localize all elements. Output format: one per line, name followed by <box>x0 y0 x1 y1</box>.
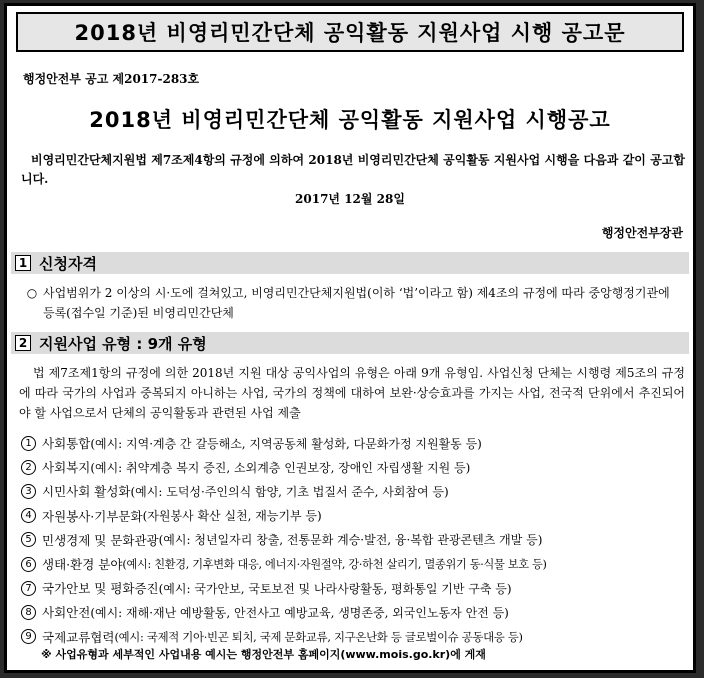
list-item <box>21 479 687 503</box>
circled-number: 3 <box>21 484 36 499</box>
type-description: (예시: 도덕성·주인의식 함양, 기초 법질서 준수, 사회참여 등) <box>130 484 449 499</box>
circled-number: 6 <box>21 557 36 572</box>
section-1-title: 신청자격 <box>39 254 97 273</box>
type-name: 사회안전 <box>42 605 91 621</box>
intro-paragraph: 비영리민간단체지원법 제7조제4항의 규정에 의하여 2018년 비영리민간단체 공익활동 지원사업 시행을 다음과 같이 공고합니다. <box>21 153 685 186</box>
notice-number: 행정안전부 공고 제2017-283호 <box>23 72 200 86</box>
type-name: 국가안보 및 평화증진 <box>42 581 159 597</box>
section-1-header <box>11 252 689 274</box>
list-item <box>21 576 687 600</box>
type-name: 시민사회 활성화 <box>42 484 131 500</box>
section-1-number: 1 <box>15 255 31 271</box>
document-title: 2018년 비영리민간단체 공익활동 지원사업 시행 공고문 <box>16 12 684 52</box>
notice-document <box>4 3 696 673</box>
list-item <box>21 431 687 455</box>
type-description: (예시: 국제적 기아·빈곤 퇴치, 국제 문화교류, 지구온난화 등 글로벌이슈 공동대응 등) <box>114 629 523 644</box>
type-description: (자원봉사 확산 실천, 재능기부 등) <box>142 509 322 524</box>
section-2-title: 지원사업 유형 : 9개 유형 <box>39 334 207 353</box>
notice-heading: 2018년 비영리민간단체 공익활동 지원사업 시행공고 <box>89 108 611 132</box>
list-item <box>21 504 687 528</box>
type-name: 생태·환경 분야 <box>42 557 123 573</box>
type-description: (예시: 청년일자리 창출, 전통문화 계승·발전, 융·복합 관광콘텐츠 개발 등) <box>158 533 543 548</box>
circled-number: 4 <box>21 508 36 523</box>
circled-number: 5 <box>21 532 36 547</box>
type-name: 사회복지 <box>42 460 91 476</box>
section-2-body: 법 제7조제1항의 규정에 의한 2018년 지원 대상 공익사업의 유형은 아래 9개 유형임. 사업신청 단체는 시행령 제5조의 규정에 따라 국가의 사업과 중복되지 아니하는 사업, 국가의 정책에 대하여 보완·상승효과를 가지는 사업, 전국적 단위에서 추진되어야 할 사업으로서 단체의 공익활동과 관련된 사업 제출 <box>19 366 685 420</box>
type-name: 자원봉사·기부문화 <box>42 508 143 524</box>
list-item <box>21 455 687 479</box>
circled-number: 9 <box>21 629 36 644</box>
signer: 행정안전부장관 <box>601 226 683 240</box>
type-description: (예시: 지역·계층 간 갈등해소, 지역공동체 활성화, 다문화가정 지원활동 등) <box>90 436 482 451</box>
circled-number: 1 <box>21 436 36 451</box>
program-type-list <box>21 431 687 649</box>
eligibility-text: 사업범위가 2 이상의 시·도에 걸쳐있고, 비영리민간단체지원법(이하 ‘법’이라고 함) 제4조의 규정에 따라 중앙행정기관에 등록(접수일 기준)된 비영리민간단체 <box>43 286 670 320</box>
type-description: (예시: 재해·재난 예방활동, 안전사고 예방교육, 생명존중, 외국인노동자 안전 등) <box>90 605 509 620</box>
section-1-body <box>21 283 685 323</box>
circled-number: 7 <box>21 581 36 596</box>
type-description: (예시: 국가안보, 국토보전 및 나라사랑활동, 평화통일 기반 구축 등) <box>158 581 512 596</box>
type-name: 민생경제 및 문화관광 <box>42 532 159 548</box>
type-description: (예시: 친환경, 기후변화 대응, 에너지·자원절약, 강·하천 살리기, 멸종위기 동·식물 보호 등) <box>122 558 547 572</box>
list-item <box>21 552 687 576</box>
type-name: 사회통합 <box>42 436 91 452</box>
type-description: (예시: 취약계층 복지 증진, 소외계층 인권보장, 장애인 자립생활 지원 등) <box>90 460 471 475</box>
notice-date: 2017년 12월 28일 <box>295 192 405 206</box>
list-item <box>21 528 687 552</box>
footnote: ※ 사업유형과 세부적인 사업내용 예시는 행정안전부 홈페이지(www.mois.go.kr)에 게재 <box>41 648 486 661</box>
section-2-number: 2 <box>15 335 31 351</box>
circled-number: 8 <box>21 605 36 620</box>
section-2-header <box>11 332 689 354</box>
bullet-icon: ○ <box>26 286 38 300</box>
type-name: 국제교류협력 <box>42 629 115 645</box>
list-item <box>21 600 687 624</box>
circled-number: 2 <box>21 460 36 475</box>
